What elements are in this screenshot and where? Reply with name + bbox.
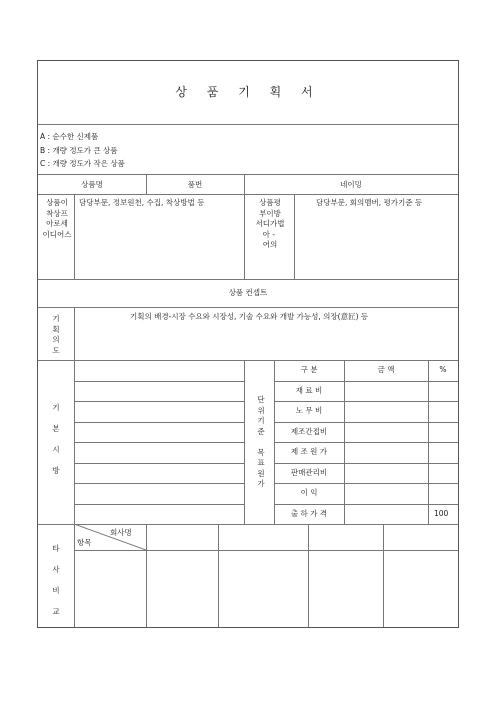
page-title: 상 품 기 획 서 [175,85,321,99]
evaluation-label: 상품평 부이방 서디가법 아 - 어의 [255,198,285,249]
cost-row-sga: 판매관리비 [290,468,328,477]
origin-label: 상품이 착상프 아로세 이디어스 [42,198,72,239]
legend-c: C : 개량 정도가 작은 상품 [40,159,125,168]
cost-row-profit: 이 익 [300,488,318,497]
evaluation-content: 담당부문, 회의멤버, 평가기준 등 [316,198,423,207]
cost-header-percent: % [439,365,447,374]
planning-label: 기 획 의 도 [52,314,60,355]
naming-label: 네이밍 [340,180,362,189]
basic-label: 기 본 시 방 [52,403,60,475]
form-frame [37,60,459,628]
competitor-label: 타 사 비 교 [52,544,60,616]
competitor-header-company: 회사명 [110,528,132,537]
cost-header-category: 구 분 [300,365,318,374]
item-no-label: 품번 [187,180,203,189]
cost-header-amount: 금 액 [377,365,395,374]
cost-row-material: 재 료 비 [295,386,323,395]
cost-row-labor: 노 무 비 [295,406,323,415]
divider [38,124,458,125]
cost-row-shipping-price: 출 하 가 격 [290,509,328,518]
concept-label: 상품 컨셉트 [228,288,268,297]
origin-content: 담당부문, 정보원천, 수집, 착상방법 등 [79,198,205,207]
legend-b: B : 개량 정도가 큰 상품 [40,146,118,155]
cost-row-overhead: 제조간접비 [290,427,328,436]
product-name-label: 상품명 [81,180,103,189]
unit-cost-label: 단 위 기 준 목 표 원 가 [257,395,265,488]
planning-content: 기획의 배경-시장 수요와 시장성, 기술 수요와 개발 가능성, 의장(意匠) 등 [130,312,369,321]
legend-a: A : 순수한 신제품 [40,132,99,141]
cost-percent-total: 100 [434,509,449,518]
cost-row-manufacturing-cost: 제 조 원 가 [290,447,328,456]
competitor-header-item: 항목 [77,538,92,547]
